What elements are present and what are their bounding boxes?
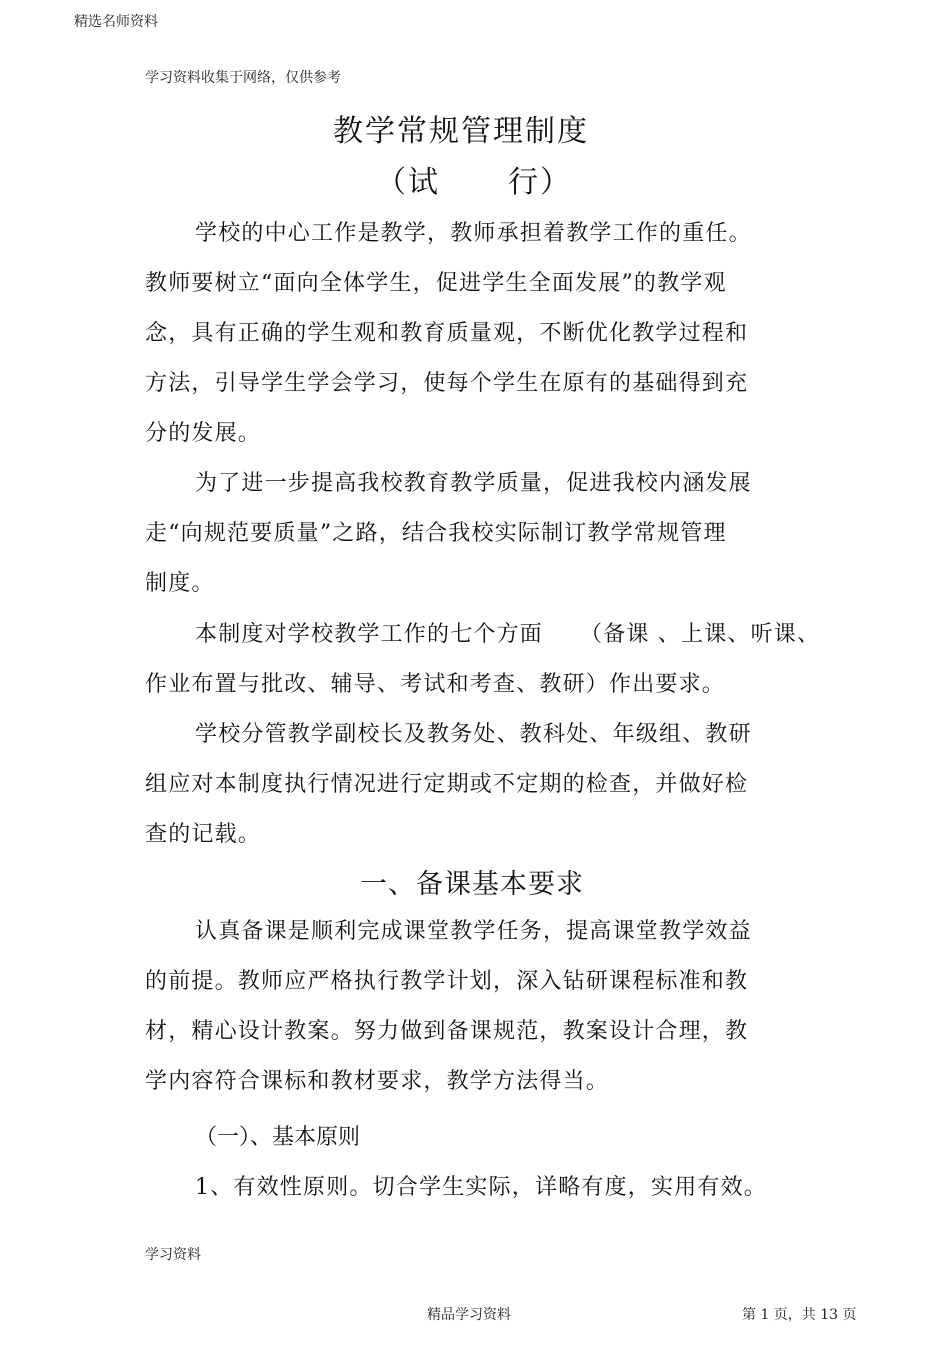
paragraph-line: 走“向规范要质量”之路，结合我校实际制订教学常规管理: [145, 521, 727, 546]
paragraph-line: 材，精心设计教案。努力做到备课规范，教案设计合理，教: [145, 1019, 749, 1044]
paragraph-line: 方法，引导学生学会学习，使每个学生在原有的基础得到充: [145, 371, 749, 396]
paragraph-line: 学校分管教学副校长及教务处、教科处、年级组、教研: [195, 722, 752, 747]
list-item: 1、有效性原则。切合学生实际，详略有度，实用有效。: [195, 1175, 767, 1200]
paragraph-line: 组应对本制度执行情况进行定期或不定期的检查，并做好检: [145, 772, 749, 797]
top-left-label: 精选名师资料: [74, 14, 158, 30]
paragraph-line: 作业布置与批改、辅导、考试和考查、教研）作出要求。: [145, 672, 726, 697]
paragraph-line: 学校的中心工作是教学，教师承担着教学工作的重任。: [195, 221, 752, 246]
paragraph-line: （备课 、上课、听课、: [580, 622, 821, 647]
paragraph-line: 制度。: [145, 571, 215, 596]
paragraph-line: 念，具有正确的学生观和教育质量观，不断优化教学过程和: [145, 321, 749, 346]
subsection-heading: （一）、基本原则: [195, 1125, 361, 1150]
page-number: 第 1 页，共 13 页: [742, 1307, 857, 1323]
section-heading: 一、备课基本要求: [360, 869, 584, 900]
source-note: 学习资料收集于网络，仅供参考: [145, 70, 341, 86]
footer-center-label: 精品学习资料: [427, 1307, 511, 1323]
paragraph-line: 认真备课是顺利完成课堂教学任务，提高课堂教学效益: [195, 919, 752, 944]
paragraph-line: 查的记载。: [145, 822, 262, 847]
paragraph-line: 教师要树立“面向全体学生，促进学生全面发展”的教学观: [145, 271, 727, 296]
document-title: 教学常规管理制度: [333, 114, 589, 149]
paragraph-line: 的前提。教师应严格执行教学计划，深入钻研课程标准和教: [145, 969, 749, 994]
paragraph-line: 本制度对学校教学工作的七个方面: [195, 622, 544, 647]
paragraph-line: 为了进一步提高我校教育教学质量，促进我校内涵发展: [195, 471, 752, 496]
subtitle-left: （试: [376, 165, 440, 200]
paragraph-line: 分的发展。: [145, 421, 262, 446]
subtitle-right: 行）: [508, 165, 572, 200]
paragraph-line: 学内容符合课标和教材要求，教学方法得当。: [145, 1069, 610, 1094]
footer-study-label: 学习资料: [145, 1247, 201, 1263]
